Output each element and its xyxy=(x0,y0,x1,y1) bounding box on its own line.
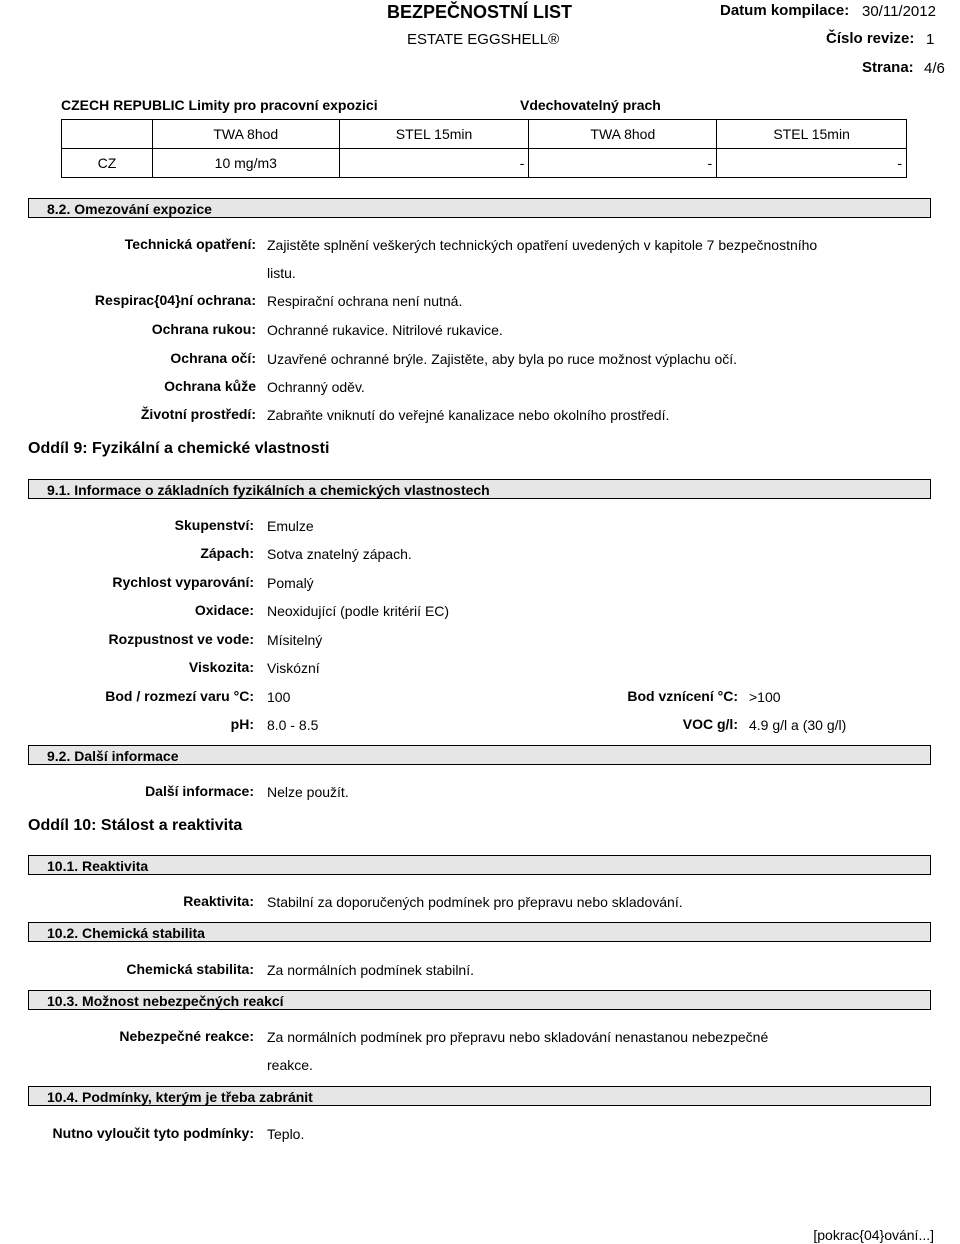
ph-label: pH: xyxy=(230,716,254,732)
table-row xyxy=(62,149,907,178)
other-info-label: Další informace: xyxy=(145,783,254,799)
section-10-2-header: 10.2. Chemická stabilita xyxy=(28,922,931,942)
section-9-title: Oddíl 9: Fyzikální a chemické vlastnosti xyxy=(28,440,330,457)
revision-value: 1 xyxy=(926,31,935,48)
voc-label: VOC g/l: xyxy=(682,716,738,732)
voc-value: 4.9 g/l a (30 g/l) xyxy=(749,717,847,733)
table-header-row xyxy=(62,120,907,149)
environment-value: Zabraňte vniknutí do veřejné kanalizace nebo okolního prostředí. xyxy=(267,407,670,423)
evaporation-rate-label: Rychlost vyparování: xyxy=(112,574,254,590)
compile-date-label: Datum kompilace: xyxy=(720,2,850,19)
reactivity-label: Reaktivita: xyxy=(183,893,254,909)
technical-measures-value-cont: listu. xyxy=(267,265,296,281)
limits-title: CZECH REPUBLIC Limity pro pracovní expozici xyxy=(61,97,378,113)
oxidising-label: Oxidace: xyxy=(194,602,254,618)
table-cell: - xyxy=(717,149,907,178)
section-9-1-header: 9.1. Informace o základních fyzikálních a chemických vlastnostech xyxy=(28,479,931,499)
physical-state-value: Emulze xyxy=(267,518,314,534)
continued-note: [pokrac{04}ování...] xyxy=(813,1227,934,1243)
hazardous-reactions-label: Nebezpečné reakce: xyxy=(119,1028,254,1044)
viscosity-label: Viskozita: xyxy=(188,659,254,675)
environment-label: Životní prostředí: xyxy=(140,406,256,422)
exposure-limits-table xyxy=(61,119,907,178)
other-info-value: Nelze použít. xyxy=(267,784,349,800)
conditions-to-avoid-value: Teplo. xyxy=(267,1126,305,1142)
table-cell: 10 mg/m3 xyxy=(152,149,339,178)
page-value: 4/6 xyxy=(924,60,945,77)
section-10-title: Oddíl 10: Stálost a reaktivita xyxy=(28,817,243,834)
physical-state-label: Skupenství: xyxy=(174,517,254,533)
flash-point-label: Bod vznícení °C: xyxy=(627,688,738,704)
chemical-stability-label: Chemická stabilita: xyxy=(126,961,254,977)
section-10-4-header: 10.4. Podmínky, kterým je třeba zabránit xyxy=(28,1086,931,1106)
respiratory-protection-label: Respirac{04}ní ochrana: xyxy=(94,292,256,308)
table-header-cell: STEL 15min xyxy=(717,120,907,149)
odour-label: Zápach: xyxy=(200,545,254,561)
table-header-cell xyxy=(62,120,153,149)
respiratory-protection-value: Respirační ochrana není nutná. xyxy=(267,293,463,309)
table-cell: - xyxy=(339,149,529,178)
table-cell: CZ xyxy=(62,149,153,178)
table-cell: - xyxy=(529,149,717,178)
section-10-1-header: 10.1. Reaktivita xyxy=(28,855,931,875)
evaporation-rate-value: Pomalý xyxy=(267,575,314,591)
product-name: ESTATE EGGSHELL® xyxy=(407,31,560,48)
chemical-stability-value: Za normálních podmínek stabilní. xyxy=(267,962,474,978)
technical-measures-label: Technická opatření: xyxy=(124,236,256,252)
section-8-2-header: 8.2. Omezování expozice xyxy=(28,198,931,218)
ph-value: 8.0 - 8.5 xyxy=(267,717,319,733)
skin-protection-label: Ochrana kůže xyxy=(164,378,256,394)
solubility-value: Mísitelný xyxy=(267,632,323,648)
table-header-cell: TWA 8hod xyxy=(152,120,339,149)
revision-label: Číslo revize: xyxy=(826,30,915,47)
hazardous-reactions-value: Za normálních podmínek pro přepravu nebo skladování nenastanou nebezpečné xyxy=(267,1029,769,1045)
section-10-3-header: 10.3. Možnost nebezpečných reakcí xyxy=(28,990,931,1010)
flash-point-value: >100 xyxy=(749,689,781,705)
eye-protection-value: Uzavřené ochranné brýle. Zajistěte, aby byla po ruce možnost výplachu očí. xyxy=(267,351,738,367)
hazardous-reactions-value-cont: reakce. xyxy=(267,1057,313,1073)
limits-dust-title: Vdechovatelný prach xyxy=(520,97,661,113)
solubility-label: Rozpustnost ve vode: xyxy=(108,631,254,647)
oxidising-value: Neoxidující (podle kritérií EC) xyxy=(267,603,450,619)
boiling-point-label: Bod / rozmezí varu °C: xyxy=(105,688,254,704)
skin-protection-value: Ochranný oděv. xyxy=(267,379,365,395)
hand-protection-label: Ochrana rukou: xyxy=(151,321,256,337)
table-header-cell: TWA 8hod xyxy=(529,120,717,149)
eye-protection-label: Ochrana očí: xyxy=(170,350,256,366)
reactivity-value: Stabilní za doporučených podmínek pro přepravu nebo skladování. xyxy=(267,894,683,910)
page-label: Strana: xyxy=(862,59,914,76)
viscosity-value: Viskózní xyxy=(267,660,320,676)
compile-date-value: 30/11/2012 xyxy=(862,3,936,20)
section-9-2-header: 9.2. Další informace xyxy=(28,745,931,765)
hand-protection-value: Ochranné rukavice. Nitrilové rukavice. xyxy=(267,322,503,338)
table-header-cell: STEL 15min xyxy=(339,120,529,149)
boiling-point-value: 100 xyxy=(267,689,291,705)
document-title: BEZPEČNOSTNÍ LIST xyxy=(387,2,573,22)
technical-measures-value: Zajistěte splnění veškerých technických opatření uvedených v kapitole 7 bezpečnostního xyxy=(267,237,818,253)
conditions-to-avoid-label: Nutno vyloučit tyto podmínky: xyxy=(52,1125,254,1141)
odour-value: Sotva znatelný zápach. xyxy=(267,546,412,562)
